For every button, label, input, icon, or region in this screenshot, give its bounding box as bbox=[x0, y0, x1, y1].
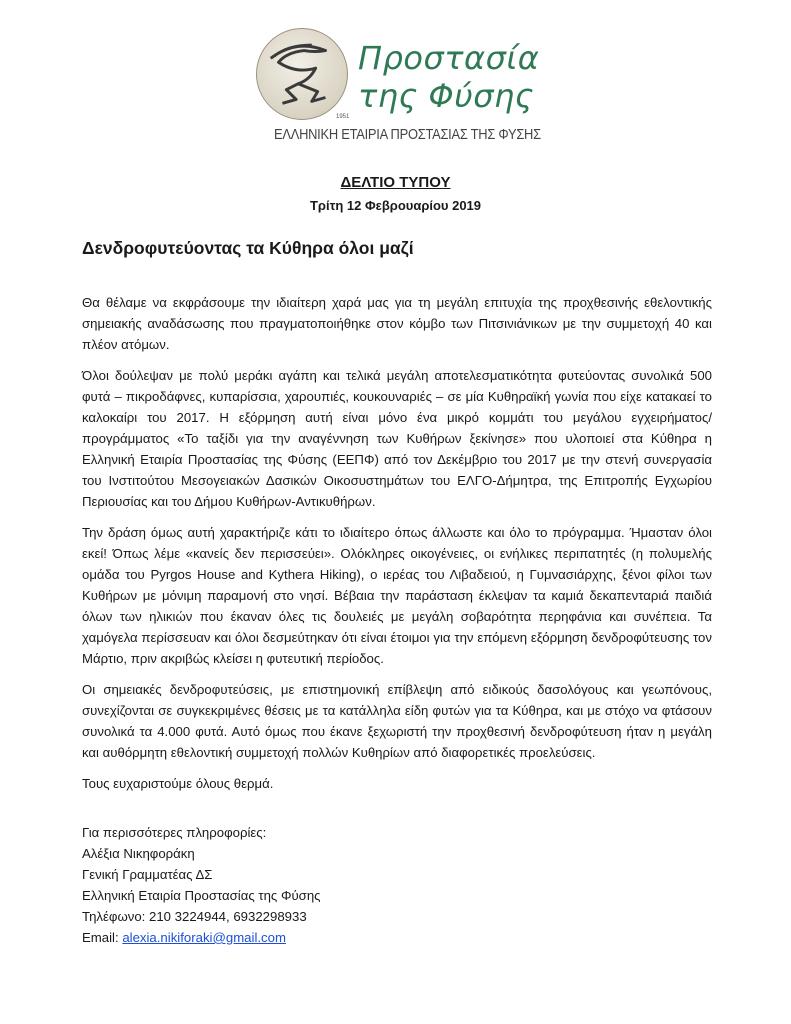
document-body bbox=[82, 292, 712, 794]
paragraph: Την δράση όμως αυτή χαρακτήριζε κάτι το ιδιαίτερο όπως άλλωστε και όλο το πρόγραμμα. Ήμασταν όλοι εκεί! Όπως λέμε «κανείς δεν περισσεύει». Ολόκληρες οικογένειες, οι ενήλικες περιπατητές (η πολυμελής ομάδα του Pyrgos House and Kythera Hiking), ο ιερέας του Λιβαδειού, η Γυμνασιάρχης, ξένοι φίλοι των Κυθήρων με μόνιμη παραμονή στο νησί. Βέβαια την παράσταση έκλεψαν τα καμιά δεκαπενταριά παιδιά όλων των ηλικιών που έκαναν όλες τις δουλειές με μεγάλη σοβαρότητα περηφάνια και συνέπεια. Τα χαμόγελα περίσσευαν και όλοι δεσμεύτηκαν ότι είναι έτοιμοι για την επόμενη εξόρμηση δενδροφύτευσης τον Μάρτιο, πριν ακριβώς κλείσει η φυτευτική περίοδος. bbox=[82, 525, 712, 666]
document-content bbox=[82, 292, 712, 948]
contact-info bbox=[82, 822, 712, 948]
contact-phone: Τηλέφωνο: 210 3224944, 6932298933 bbox=[82, 909, 307, 924]
email-link[interactable]: alexia.nikiforaki@gmail.com bbox=[122, 930, 286, 945]
paragraph: Όλοι δούλεψαν με πολύ μεράκι αγάπη και τελικά μεγάλη αποτελεσματικότητα φυτεύοντας συνολικά 500 φυτά – πικροδάφνες, κυπαρίσσια, χαρουπιές, κουκουναριές – σε μία Κυθηραϊκή γωνία που είχε κατακαεί το καλοκαίρι του 2017. Η εξόρμηση αυτή είναι μόνο ένα μικρό κομμάτι του μεγάλου εγχειρήματος/ προγράμματος «Το ταξίδι για την αναγέννηση των Κυθήρων ξεκίνησε» που υλοποιεί στα Κύθηρα η Ελληνική Εταιρία Προστασίας της Φύσης (ΕΕΠΦ) από τον Δεκέμβριο του 2017 με την στενή συνεργασία του Ινστιτούτου Μεσογειακών Δασικών Οικοσυστημάτων του ΕΛΓΟ-Δήμητρα, της Επιτροπής Εγχωρίου Περιουσίας και του Δήμου Κυθήρων-Αντικυθήρων. bbox=[82, 368, 712, 509]
contact-role: Γενική Γραμματέας ΔΣ bbox=[82, 867, 213, 882]
release-date: Τρίτη 12 Φεβρουαρίου 2019 bbox=[309, 198, 482, 213]
contact-intro: Για περισσότερες πληροφορίες: bbox=[82, 825, 267, 840]
email-label: Email: bbox=[82, 930, 123, 945]
press-release-heading: ΔΕΛΤΙΟ ΤΥΠΟΥ bbox=[340, 174, 451, 191]
contact-name: Αλέξια Νικηφοράκη bbox=[82, 846, 195, 861]
logo-name-line2: της Φύσης bbox=[358, 77, 535, 115]
contact-organization: Ελληνική Εταιρία Προστασίας της Φύσης bbox=[82, 888, 321, 903]
logo-year: 1951 bbox=[336, 114, 350, 120]
paragraph: Τους ευχαριστούμε όλους θερμά. bbox=[82, 776, 274, 791]
ibex-emblem-icon bbox=[256, 28, 348, 120]
organization-logo bbox=[252, 22, 552, 147]
paragraph: Οι σημειακές δενδροφυτεύσεις, με επιστημονική επίβλεψη από ειδικούς δασολόγους και γεωπόνους, συνεχίζονται σε συγκεκριμένες θέσεις με τα κατάλληλα είδη φυτών για τα Κύθηρα, και με στόχο να φτάσουν συνολικά τα 4.000 φυτά. Αυτό όμως που έκανε ξεχωριστή την προχθεσινή δενδροφύτευση ήταν η μεγάλη και αυθόρμητη εθελοντική συμμετοχή πολλών Κυθηρίων από διαφορετικές προελεύσεις. bbox=[82, 682, 712, 760]
document-title: Δενδροφυτεύοντας τα Κύθηρα όλοι μαζί bbox=[82, 238, 414, 258]
paragraph: Θα θέλαμε να εκφράσουμε την ιδιαίτερη χαρά μας για τη μεγάλη επιτυχία της προχθεσινής εθελοντικής σημειακής αναδάσωσης που πραγματοποιήθηκε στον κόμβο των Πιτσινιάνικων με την συμμετοχή 40 και πλέον ατόμων. bbox=[82, 295, 712, 352]
logo-subtitle: ΕΛΛΗΝΙΚΗ ΕΤΑΙΡΙΑ ΠΡΟΣΤΑΣΙΑΣ ΤΗΣ ΦΥΣΗΣ bbox=[274, 126, 541, 143]
contact-email-line bbox=[82, 927, 712, 948]
logo-name-line1: Προστασία bbox=[358, 39, 540, 77]
